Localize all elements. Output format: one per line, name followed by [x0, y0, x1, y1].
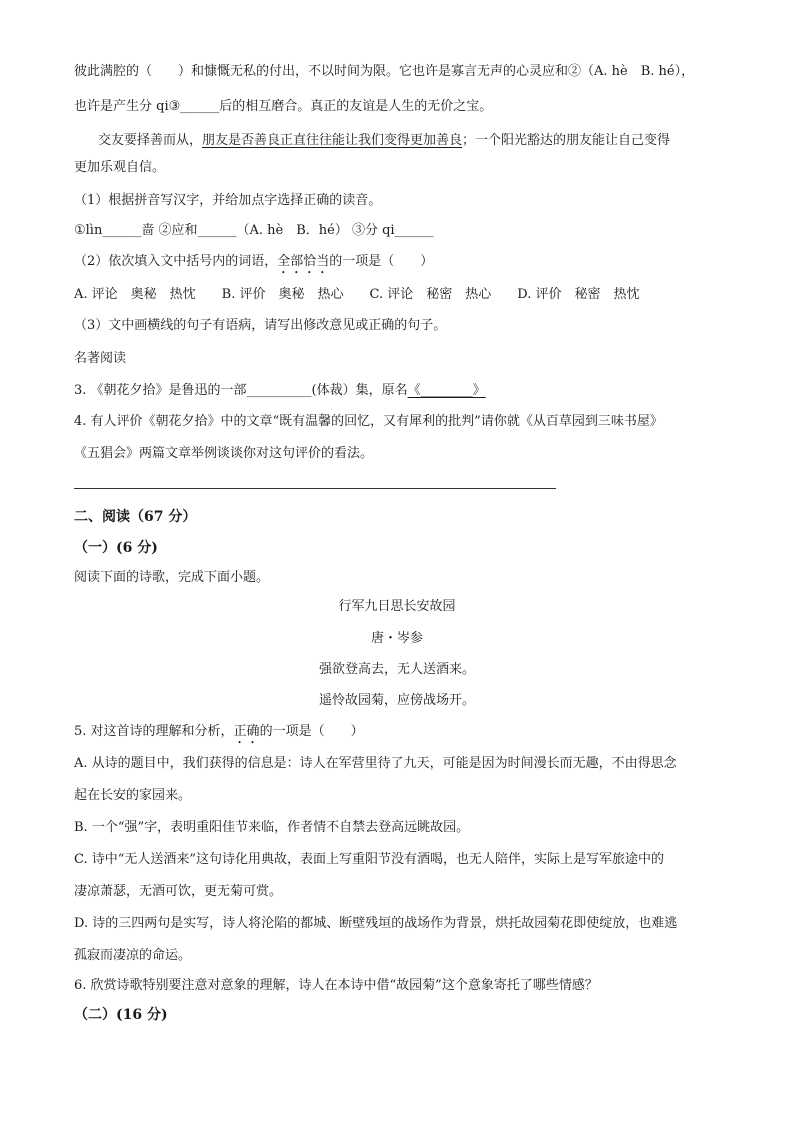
subsection-1-heading: （一）(6 分) [74, 540, 158, 556]
option-a-line-2: 起在长安的家园来。 [74, 788, 192, 803]
question-mingzhu-4-line-1: 4. 有人评价《朝花夕拾》中的文章“既有温馨的回忆，又有犀利的批判”请你就《从百草园到三味书屋》 [74, 414, 663, 429]
question-mingzhu-3-text: 3. 《朝花夕拾》是鲁迅的一部__________(体裁）集，原名 [74, 383, 408, 398]
option-c-line-1: C. 诗中“无人送酒来”这句诗化用典故，表面上写重阳节没有酒喝，也无人陪伴，实际上是写军旅途中的 [74, 852, 665, 867]
option-c-line-2: 凄凉萧瑟，无酒可饮，更无菊可赏。 [74, 884, 283, 899]
section-mingzhu: 名著阅读 [74, 351, 127, 366]
option-c: C. 评论 秘密 热心 [369, 287, 492, 302]
question-2-pre: （2）依次填入文中括号内的词语， [74, 254, 278, 269]
question-3: （3）文中画横线的句子有语病，请写出修改意见或正确的句子。 [74, 318, 447, 333]
reading-instruction: 阅读下面的诗歌，完成下面小题。 [74, 570, 270, 585]
title-blank: 《________》 [407, 383, 486, 398]
passage-line-3 [98, 131, 670, 151]
option-a: A. 评论 奥秘 热忱 [74, 287, 196, 302]
question-2 [74, 252, 433, 277]
option-b-line: B. 一个“强”字，表明重阳佳节来临，作者情不自禁去登高远眺故园。 [74, 820, 470, 835]
question-5-post: 的一项是（ ） [259, 724, 364, 739]
section-divider [74, 488, 556, 489]
option-d-line-1: D. 诗的三四两句是实写，诗人将沦陷的都城、断壁残垣的战场作为背景，烘托故园菊花即使绽放，也难逃 [74, 916, 678, 931]
question-5-pre: 5. 对这首诗的理解和分析， [74, 724, 234, 739]
option-a-line-1: A. 从诗的题目中，我们获得的信息是：诗人在军营里待了九天，可能是因为时间漫长而无趣，不由得思念 [74, 756, 677, 771]
question-mingzhu-4-line-2: 《五猖会》两篇文章举例谈谈你对这句评价的看法。 [74, 446, 374, 461]
subsection-2-heading: （二）(16 分) [74, 1007, 168, 1023]
option-d-line-2: 孤寂而凄凉的命运。 [74, 948, 192, 963]
passage-line-4: 更加乐观自信。 [74, 160, 166, 175]
passage-line-3-pre: 交友要择善而从， [98, 133, 203, 148]
poem-line-1: 强欲登高去，无人送酒来。 [318, 662, 475, 677]
passage-line-1: 彼此满腔的（ ）和慷慨无私的付出，不以时间为限。它也许是寡言无声的心灵应和②（A. hè B. hé）， [74, 64, 695, 79]
question-1: （1）根据拼音写汉字，并给加点字选择正确的读音。 [74, 193, 382, 208]
option-d: D. 评价 秘密 热忱 [517, 287, 640, 302]
section-2-heading: 二、阅读（67 分） [74, 509, 197, 525]
question-2-options [74, 285, 639, 305]
passage-line-3-post: ；一个阳光豁达的朋友能让自己变得 [462, 133, 671, 148]
question-6: 6. 欣赏诗歌特别要注意对意象的理解，诗人在本诗中借“故园菊”这个意象寄托了哪些情感？ [74, 978, 598, 993]
question-2-emphasis: 全部恰当 [277, 254, 330, 269]
option-b: B. 评价 奥秘 热心 [221, 287, 344, 302]
poem-title: 行军九日思长安故园 [338, 599, 456, 614]
poem-line-2: 遥怜故园菊，应傍战场开。 [318, 693, 475, 708]
question-5-emphasis: 正确 [233, 724, 260, 739]
question-5 [74, 722, 364, 747]
question-2-post: 的一项是（ ） [329, 254, 434, 269]
question-1-items: ①lìn______啬 ②应和______（A. hè B．hé） ③分 qi______ [74, 223, 434, 238]
question-mingzhu-3 [74, 381, 486, 401]
poem-author: 唐・岑参 [370, 631, 423, 646]
passage-line-2: 也许是产生分 qi③______后的相互磨合。真正的友谊是人生的无价之宝。 [74, 99, 493, 114]
underlined-sentence: 朋友是否善良正直往往能让我们变得更加善良 [202, 133, 463, 148]
